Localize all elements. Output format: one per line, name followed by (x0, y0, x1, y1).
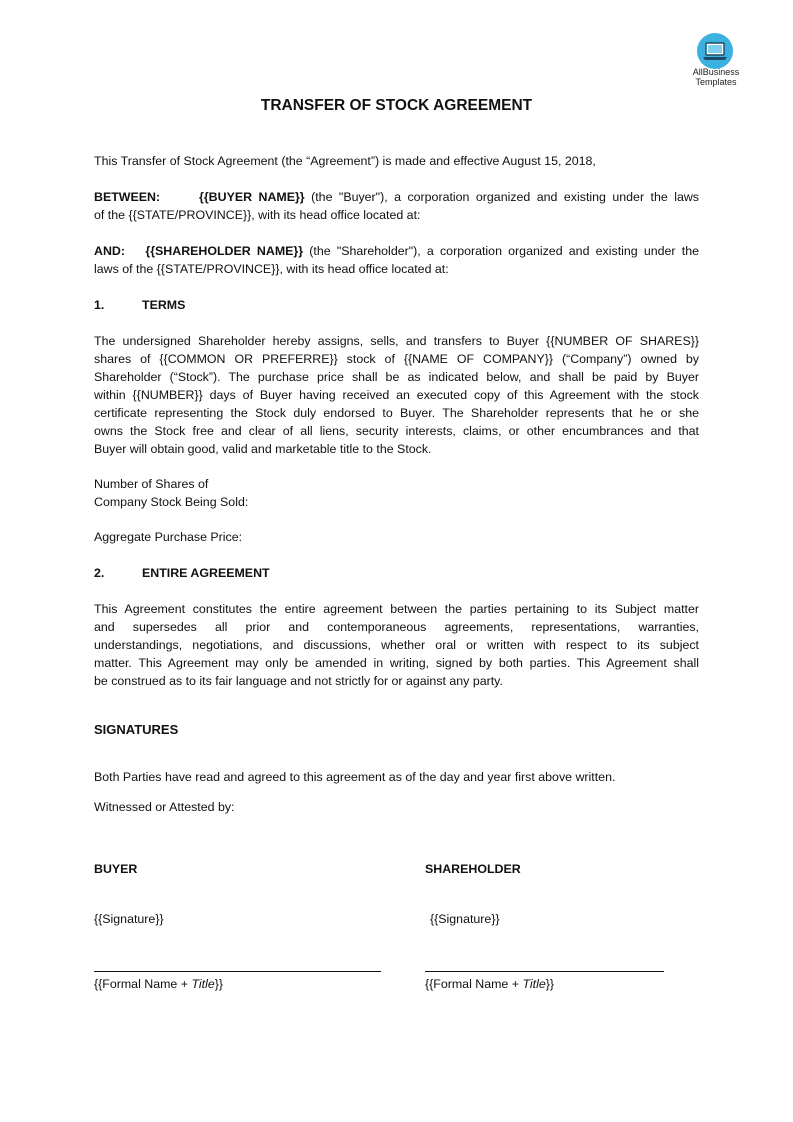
agreed-text: Both Parties have read and agreed to this agreement as of the day and year first above written. (94, 770, 616, 784)
terms-paragraph (94, 332, 699, 458)
between-label: BETWEEN: (94, 190, 161, 204)
agreement-line: be construed as to its fair language and not strictly for or against any party. (94, 674, 503, 688)
shareholder-signature-line (425, 971, 664, 972)
shareholder-name-suffix: }} (545, 977, 555, 991)
terms-line: certificate representing the Stock duly endorsed to Buyer. The Shareholder represents that he or she (94, 406, 699, 420)
shares-label-line-1: Number of Shares of (94, 477, 209, 491)
shareholder-signature-placeholder: {{Signature}} (430, 912, 500, 926)
document-title: TRANSFER OF STOCK AGREEMENT (260, 97, 533, 114)
terms-line: within {{NUMBER}} days of Buyer having received an executed copy of this Agreement with the stock (94, 388, 699, 402)
buyer-signature-line (94, 971, 381, 972)
section-2-heading: ENTIRE AGREEMENT (142, 566, 270, 580)
shareholder-name-title: Title (522, 977, 546, 991)
buyer-signature-placeholder: {{Signature}} (94, 912, 164, 926)
agreement-line: This Agreement constitutes the entire agreement between the parties pertaining to its Subject matter (94, 602, 699, 616)
shares-label-line-2: Company Stock Being Sold: (94, 495, 249, 509)
between-line-1 (94, 188, 699, 206)
and-line-1 (94, 242, 699, 260)
shareholder-name-prefix: {{Formal Name + (425, 977, 523, 991)
agreement-line: understandings, negotiations, and discussions, whether oral or written with respect to its subject (94, 638, 699, 652)
buyer-name-prefix: {{Formal Name + (94, 977, 192, 991)
laptop-icon (697, 33, 733, 69)
intro-paragraph: This Transfer of Stock Agreement (the “Agreement”) is made and effective August 15, 2018, (94, 154, 596, 168)
buyer-label: BUYER (94, 862, 138, 876)
shareholder-label: SHAREHOLDER (425, 862, 521, 876)
section-2-number: 2. (94, 566, 105, 580)
and-description: (the "Shareholder"), a corporation organized and existing under the (309, 244, 699, 258)
logo-line-1: AllBusiness (692, 67, 740, 77)
section-1-number: 1. (94, 298, 105, 312)
and-line-2: laws of the {{STATE/PROVINCE}}, with its head office located at: (94, 262, 449, 276)
signatures-heading: SIGNATURES (94, 722, 179, 737)
witness-text: Witnessed or Attested by: (94, 800, 235, 814)
buyer-name-suffix: }} (214, 977, 224, 991)
between-line-2: of the {{STATE/PROVINCE}}, with its head office located at: (94, 208, 421, 222)
and-label: AND: (94, 244, 125, 258)
terms-line: owns the Stock free and clear of all liens, security interests, claims, or other encumbrances and that (94, 424, 699, 438)
agreement-line: matter. This Agreement may only be amended in writing, signed by both parties. This Agreement shall (94, 656, 699, 670)
logo-text (680, 68, 752, 87)
terms-line: Shareholder (“Stock”). The purchase price shall be as indicated below, and shall be paid by Buyer (94, 370, 699, 384)
terms-line: shares of {{COMMON OR PREFERRE}} stock of {{NAME OF COMPANY}} (“Company”) owned by (94, 352, 699, 366)
agreement-line: and supersedes all prior and contemporaneous agreements, representations, warranties, (94, 620, 699, 634)
terms-line: The undersigned Shareholder hereby assigns, sells, and transfers to Buyer {{NUMBER OF SHARES}} (94, 334, 699, 348)
section-1-heading: TERMS (142, 298, 186, 312)
between-description: (the "Buyer"), a corporation organized and existing under the laws (311, 190, 699, 204)
buyer-name-title: Title (191, 977, 215, 991)
brand-logo (680, 33, 752, 91)
buyer-formal-name (94, 975, 223, 993)
logo-line-2: Templates (695, 76, 737, 87)
buyer-name-placeholder: {{BUYER NAME}} (199, 190, 305, 204)
shareholder-formal-name (425, 975, 554, 993)
terms-line: Buyer will obtain good, valid and marketable title to the Stock. (94, 442, 432, 456)
entire-agreement-paragraph (94, 600, 699, 690)
price-label: Aggregate Purchase Price: (94, 530, 243, 544)
shareholder-name-placeholder: {{SHAREHOLDER NAME}} (145, 244, 304, 258)
